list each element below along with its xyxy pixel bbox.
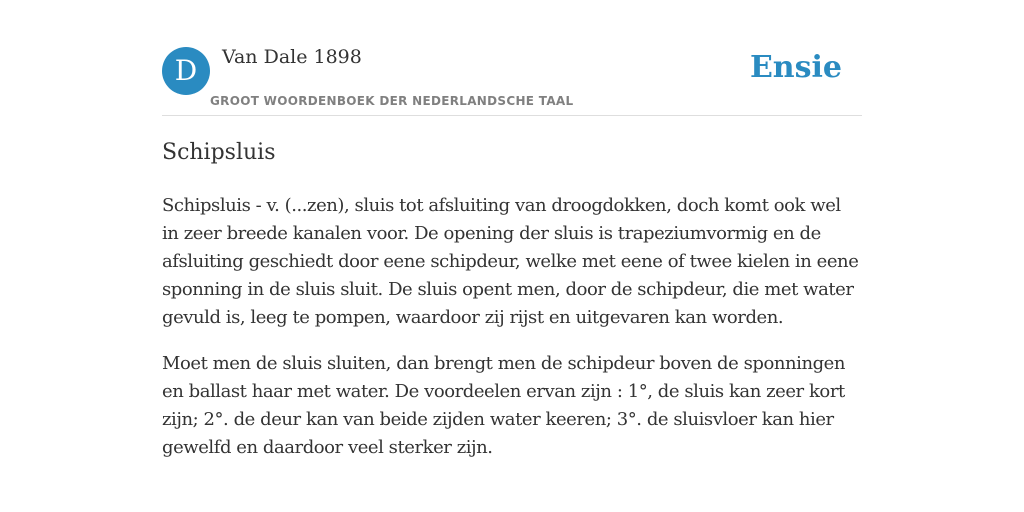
entry-paragraph: Moet men de sluis sluiten, dan brengt men de schipdeur boven de sponningen en ballast haar met water. De voordeelen ervan zijn : 1°, de sluis kan zeer kort zijn; 2°. de deur kan van beide zijden water keeren; 3°. de sluisvloer kan hier gewelfd en daardoor veel sterker zijn. <box>162 353 845 458</box>
entry-body <box>162 192 862 480</box>
entry-title: Schipsluis <box>162 140 276 165</box>
source-avatar[interactable]: D <box>162 47 210 95</box>
header <box>162 40 862 116</box>
entry-paragraph: Schipsluis - v. (...zen), sluis tot afsluiting van droogdokken, doch komt ook wel in zeer breede kanalen voor. De opening der sluis is trapeziumvormig en de afsluiting geschiedt door eene schipdeur, welke met eene of twee kielen in eene sponning in de sluis sluit. De sluis opent men, door de schipdeur, die met water gevuld is, leeg te pompen, waardoor zij rijst en uitgevaren kan worden. <box>162 195 859 328</box>
source-subtitle: GROOT WOORDENBOEK DER NEDERLANDSCHE TAAL <box>210 94 574 108</box>
brand-logo[interactable]: Ensie <box>749 50 842 85</box>
source-title[interactable]: Van Dale 1898 <box>222 46 362 68</box>
